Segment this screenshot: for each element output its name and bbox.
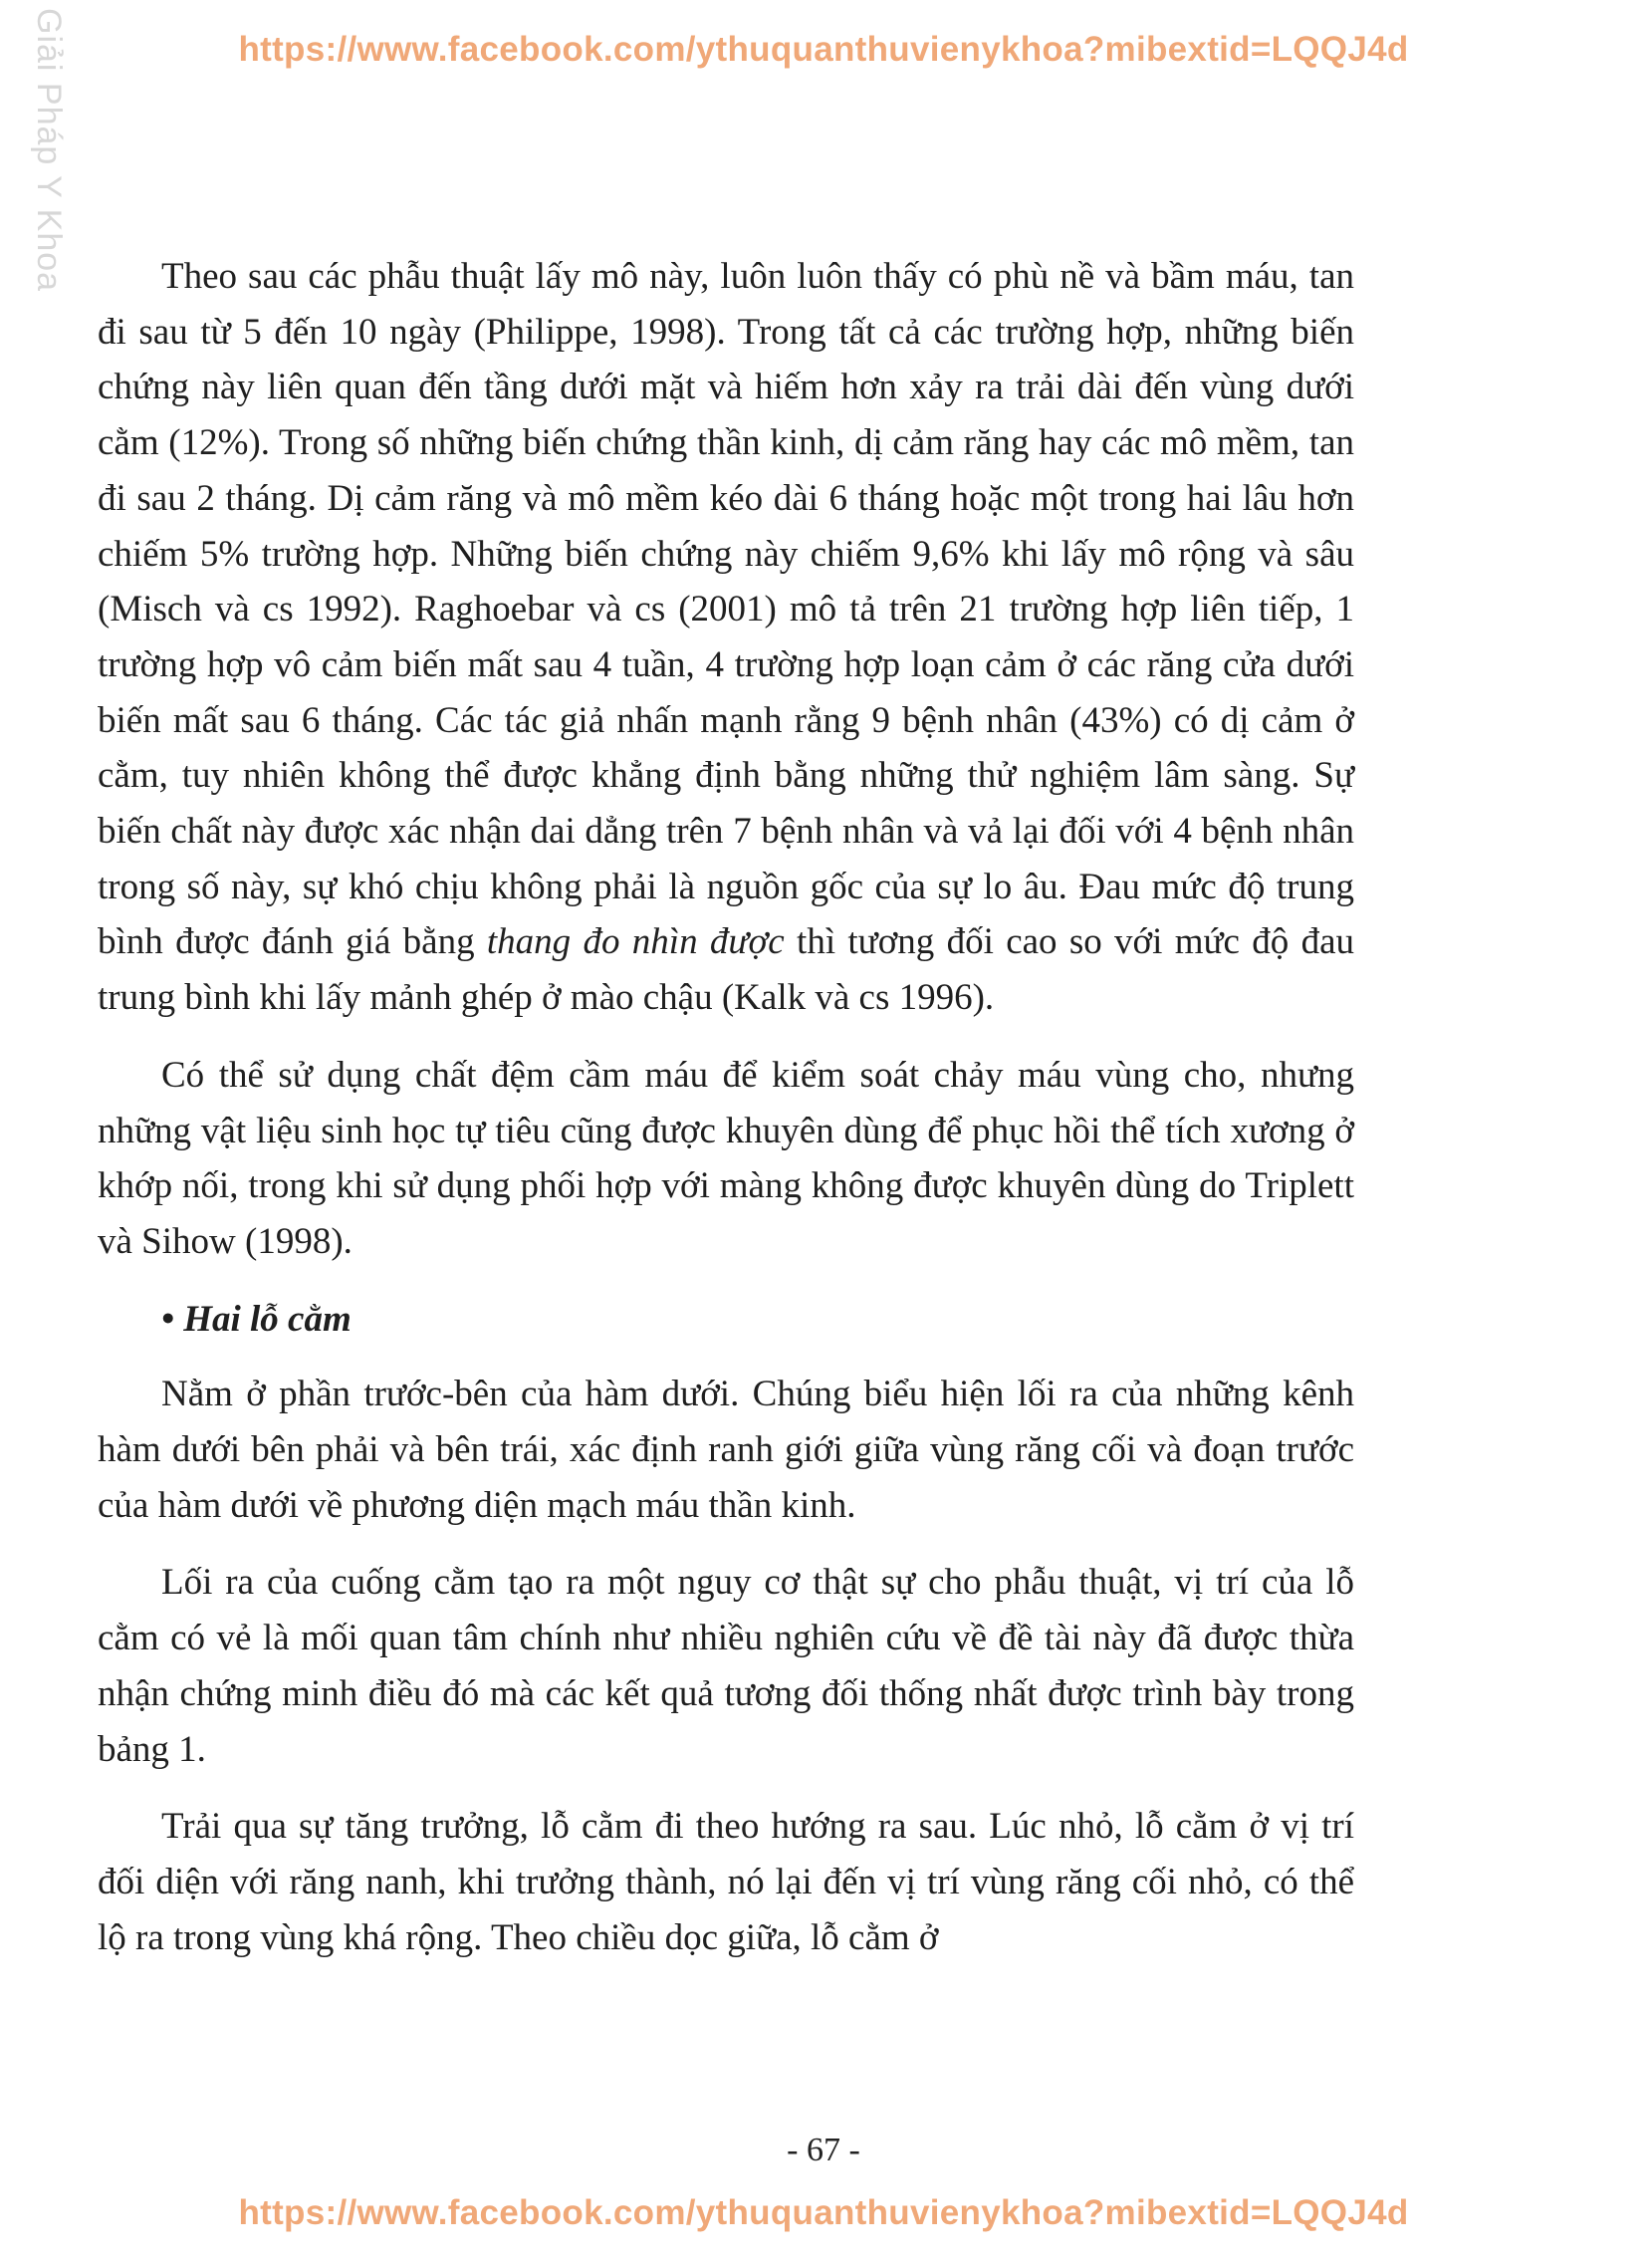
side-watermark: Giải Pháp Y Khoa <box>30 8 68 293</box>
watermark-url-top: https://www.facebook.com/ythuquanthuvienykhoa?mibextid=LQQJ4d <box>238 30 1409 69</box>
section-heading: • Hai lỗ cằm <box>161 1298 352 1340</box>
watermark-url-bottom: https://www.facebook.com/ythuquanthuvienykhoa?mibextid=LQQJ4d <box>238 2193 1409 2232</box>
paragraph-1-italic-term: thang đo nhìn được <box>486 921 785 963</box>
page-number: - 67 - <box>787 2132 860 2168</box>
page-body <box>98 249 1354 1987</box>
paragraph-2: Có thể sử dụng chất đệm cầm máu để kiểm soát chảy máu vùng cho, nhưng những vật liệu sinh học tự tiêu cũng được khuyên dùng để phục hồi thể tích xương ở khớp nối, trong khi sử dụng phối hợp với màng không được khuyên dùng do Triplett và Sihow (1998). <box>98 1054 1354 1262</box>
paragraph-5: Trải qua sự tăng trưởng, lỗ cằm đi theo hướng ra sau. Lúc nhỏ, lỗ cằm ở vị trí đối diện với răng nanh, khi trưởng thành, nó lại đến vị trí vùng răng cối nhỏ, có thể lộ ra trong vùng khá rộng. Theo chiều dọc giữa, lỗ cằm ở <box>98 1806 1354 1958</box>
paragraph-1 <box>98 249 1354 1026</box>
paragraph-1-text-start: Theo sau các phẫu thuật lấy mô này, luôn luôn thấy có phù nề và bầm máu, tan đi sau từ 5 đến 10 ngày (Philippe, 1998). Trong tất cả các trường hợp, những biến chứng này liên quan đến tầng dưới mặt và hiếm hơn xảy ra trải dài đến vùng dưới cằm (12%). Trong số những biến chứng thần kinh, dị cảm răng hay các mô mềm, tan đi sau 2 tháng. Dị cảm răng và mô mềm kéo dài 6 tháng hoặc một trong hai lâu hơn chiếm 5% trường hợp. Những biến chứng này chiếm 9,6% khi lấy mô rộng và sâu (Misch và cs 1992). Raghoebar và cs (2001) mô tả trên 21 trường hợp liên tiếp, 1 trường hợp vô cảm biến mất sau 4 tuần, 4 trường hợp loạn cảm ở các răng cửa dưới biến mất sau 6 tháng. Các tác giả nhấn mạnh rằng 9 bệnh nhân (43%) có dị cảm ở cằm, tuy nhiên không thể được khẳng định bằng những thử nghiệm lâm sàng. Sự biến chất này được xác nhận dai dẳng trên 7 bệnh nhân và vả lại đối với 4 bệnh nhân trong số này, sự khó chịu không phải là nguồn gốc của sự lo âu. Đau mức độ trung bình được đánh giá bằng <box>98 256 1354 963</box>
paragraph-1-text-end: thì tương đối cao so với mức độ đau trung bình khi lấy mảnh ghép ở mào chậu (Kalk và cs 1996). <box>98 921 1354 1019</box>
paragraph-3: Nằm ở phần trước-bên của hàm dưới. Chúng biểu hiện lối ra của những kênh hàm dưới bên phải và bên trái, xác định ranh giới giữa vùng răng cối và đoạn trước của hàm dưới về phương diện mạch máu thần kinh. <box>98 1374 1354 1526</box>
paragraph-4: Lối ra của cuống cằm tạo ra một nguy cơ thật sự cho phẫu thuật, vị trí của lỗ cằm có vẻ là mối quan tâm chính như nhiều nghiên cứu về đề tài này đã được thừa nhận chứng minh điều đó mà các kết quả tương đối thống nhất được trình bày trong bảng 1. <box>98 1562 1354 1770</box>
